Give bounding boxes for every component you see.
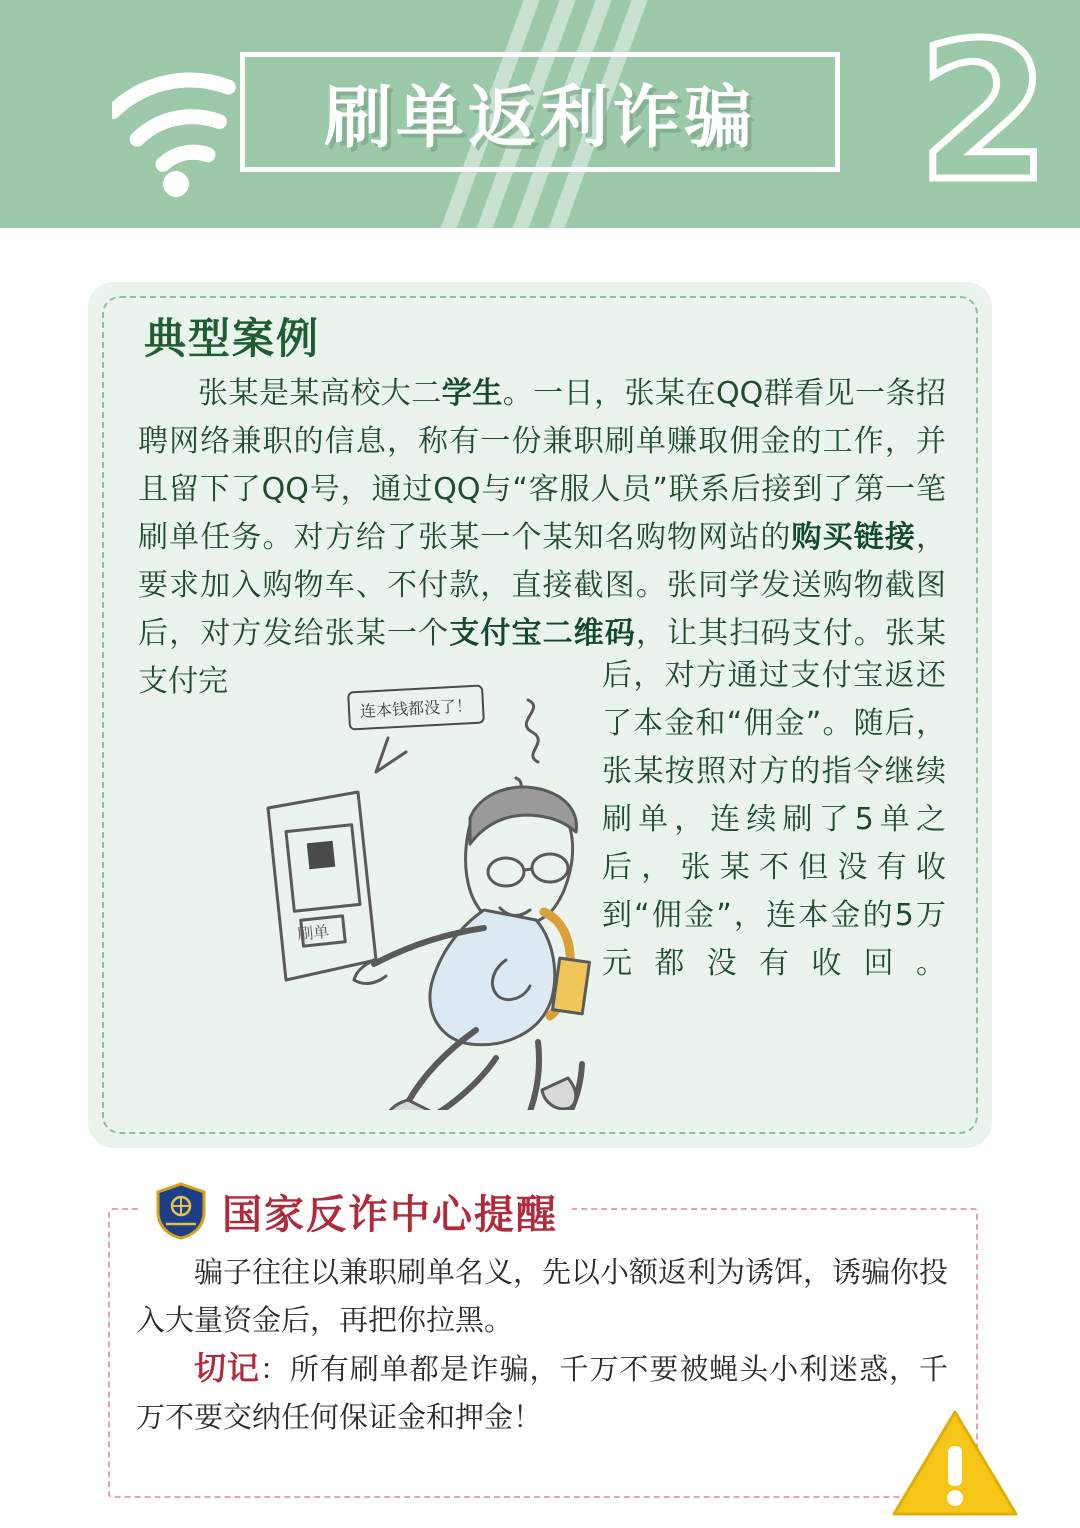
wifi-icon [112, 58, 252, 198]
alert-title: 国家反诈中心提醒 [222, 1191, 558, 1238]
alert-body [136, 1248, 948, 1441]
case-illustration [238, 660, 668, 1110]
illustration-drawing [238, 660, 668, 1110]
case-paragraph-2: 后，对方通过支付宝返还了本金和“佣金”。随后，张某按照对方的指令继续刷单，连续刷了5单之后，张某不但没有收到“佣金”，连本金的5万元都没有收回。 [602, 658, 947, 981]
page-header [0, 0, 1080, 228]
page-title: 刷单返利诈骗 [323, 78, 756, 158]
alert-header [140, 1182, 572, 1240]
case-heading: 典型案例 [144, 314, 321, 363]
police-shield-icon [154, 1182, 208, 1240]
svg-text:刷单: 刷单 [296, 921, 331, 944]
warning-triangle-icon [890, 1406, 1020, 1520]
alert-paragraph-2 [136, 1344, 948, 1441]
section-number: 2 [917, 2, 1050, 223]
alert-paragraph-2-text: ：所有刷单都是诈骗，千万不要被蝇头小利迷惑，千万不要交纳任何保证金和押金！ [136, 1352, 948, 1434]
speech-bubble: 连本钱都没了！ [347, 684, 485, 730]
typical-case-card [88, 282, 992, 1148]
case-paragraph-1: 张某是某高校大二学生。一日，张某在QQ群看见一条招聘网络兼职的信息，称有一份兼职刷单赚取佣金的工作，并且留下了QQ号，通过QQ与“客服人员”联系后接到了第一笔刷单任务。对方给了张某一个某知名购物网站的购买链接，要求加入购物车、不付款，直接截图。张同学发送购物截图后，对方发给张某一个支付宝二维码，让其扫码支付。张某支付完 [138, 376, 947, 699]
alert-keyword: 切记 [194, 1349, 260, 1387]
alert-paragraph-1: 骗子往往以兼职刷单名义，先以小额返利为诱饵，诱骗你投入大量资金后，再把你拉黑。 [136, 1255, 949, 1337]
title-box [240, 52, 840, 172]
